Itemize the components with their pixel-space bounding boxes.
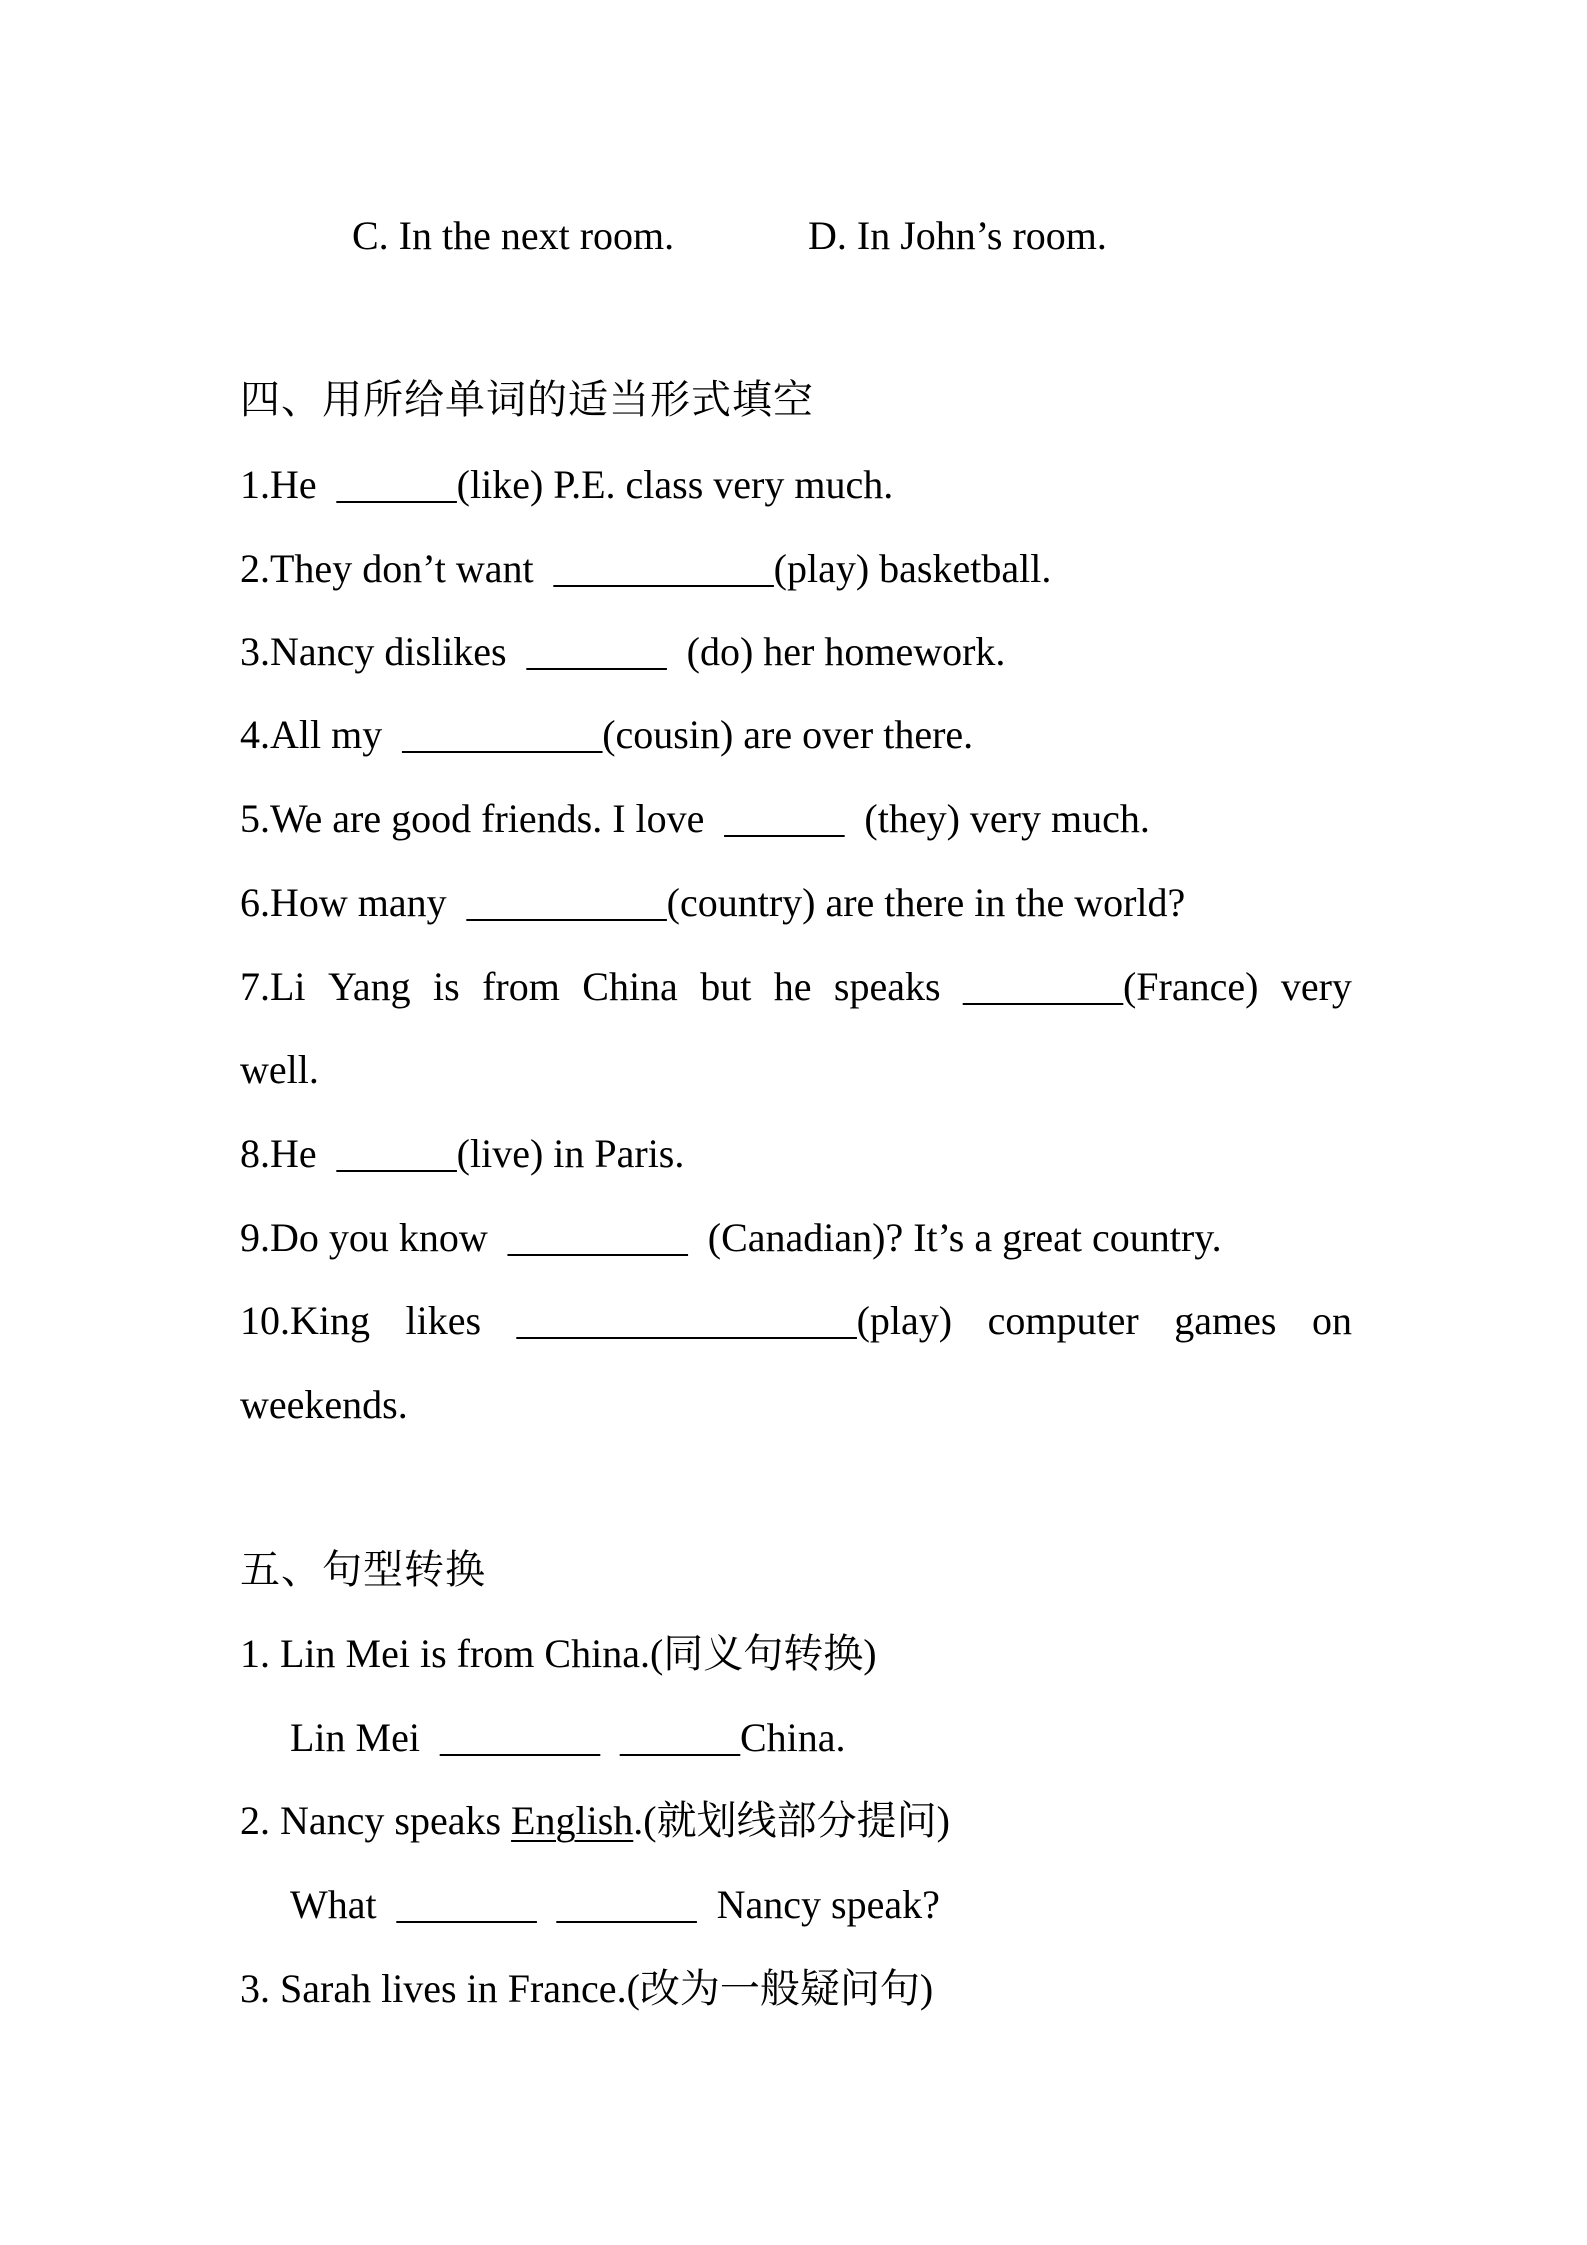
section-4-heading: 四、用所给单词的适当形式填空 [240,377,814,422]
fill-item-7-word: speaks [833,964,941,1009]
fill-item-10-word: likes [405,1298,482,1343]
fill-item-2: 2.They don’t want ___________(play) basketball. [240,546,1052,591]
fill-item-10-word: on [1311,1298,1352,1343]
fill-item-4: 4.All my __________(cousin) are over there. [240,712,974,757]
fill-item-7-word: very [1280,964,1352,1009]
fill-item-7-continued: well. [240,1047,319,1092]
transform-q2-prefix: 2. Nancy speaks [240,1798,512,1843]
fill-item-10-continued: weekends. [240,1382,408,1427]
fill-item-3: 3.Nancy dislikes _______ (do) her homework. [240,629,1006,674]
transform-a2: What _______ _______ Nancy speak? [290,1882,940,1927]
underlined-word: English [511,1798,634,1843]
transform-q3: 3. Sarah lives in France.(改为一般疑问句) [240,1966,934,2011]
section-5-heading: 五、句型转换 [240,1547,486,1592]
fill-item-7-word: 7.Li [240,964,306,1009]
fill-item-7 [240,963,1352,1011]
fill-item-7-word: is [433,964,460,1009]
fill-item-6: 6.How many __________(country) are there in the world? [240,880,1186,925]
transform-a1: Lin Mei ________ ______China. [290,1715,846,1760]
fill-item-7-word: China [582,964,678,1009]
fill-item-7-word: from [482,964,560,1009]
transform-q2-suffix: .(就划线部分提问) [633,1798,950,1843]
fill-item-10-word: computer [987,1298,1139,1343]
fill-item-7-word: Yang [327,964,411,1009]
fill-item-10-word: games [1174,1298,1277,1343]
fill-item-7-word: but [700,964,752,1009]
fill-item-7-word: he [773,964,812,1009]
option-c: C. In the next room. [352,213,675,258]
fill-item-8: 8.He ______(live) in Paris. [240,1131,685,1176]
fill-item-9: 9.Do you know _________ (Canadian)? It’s a great country. [240,1215,1222,1260]
fill-item-10-word: 10.King [240,1298,370,1343]
fill-item-10 [240,1297,1352,1345]
option-d: D. In John’s room. [808,213,1107,258]
fill-item-5: 5.We are good friends. I love ______ (they) very much. [240,796,1150,841]
fill-item-7-word: ________(France) [962,964,1259,1009]
fill-item-1: 1.He ______(like) P.E. class very much. [240,462,894,507]
transform-q2 [240,1797,950,1845]
fill-item-10-word: _________________(play) [516,1298,953,1343]
transform-q1: 1. Lin Mei is from China.(同义句转换) [240,1631,877,1676]
